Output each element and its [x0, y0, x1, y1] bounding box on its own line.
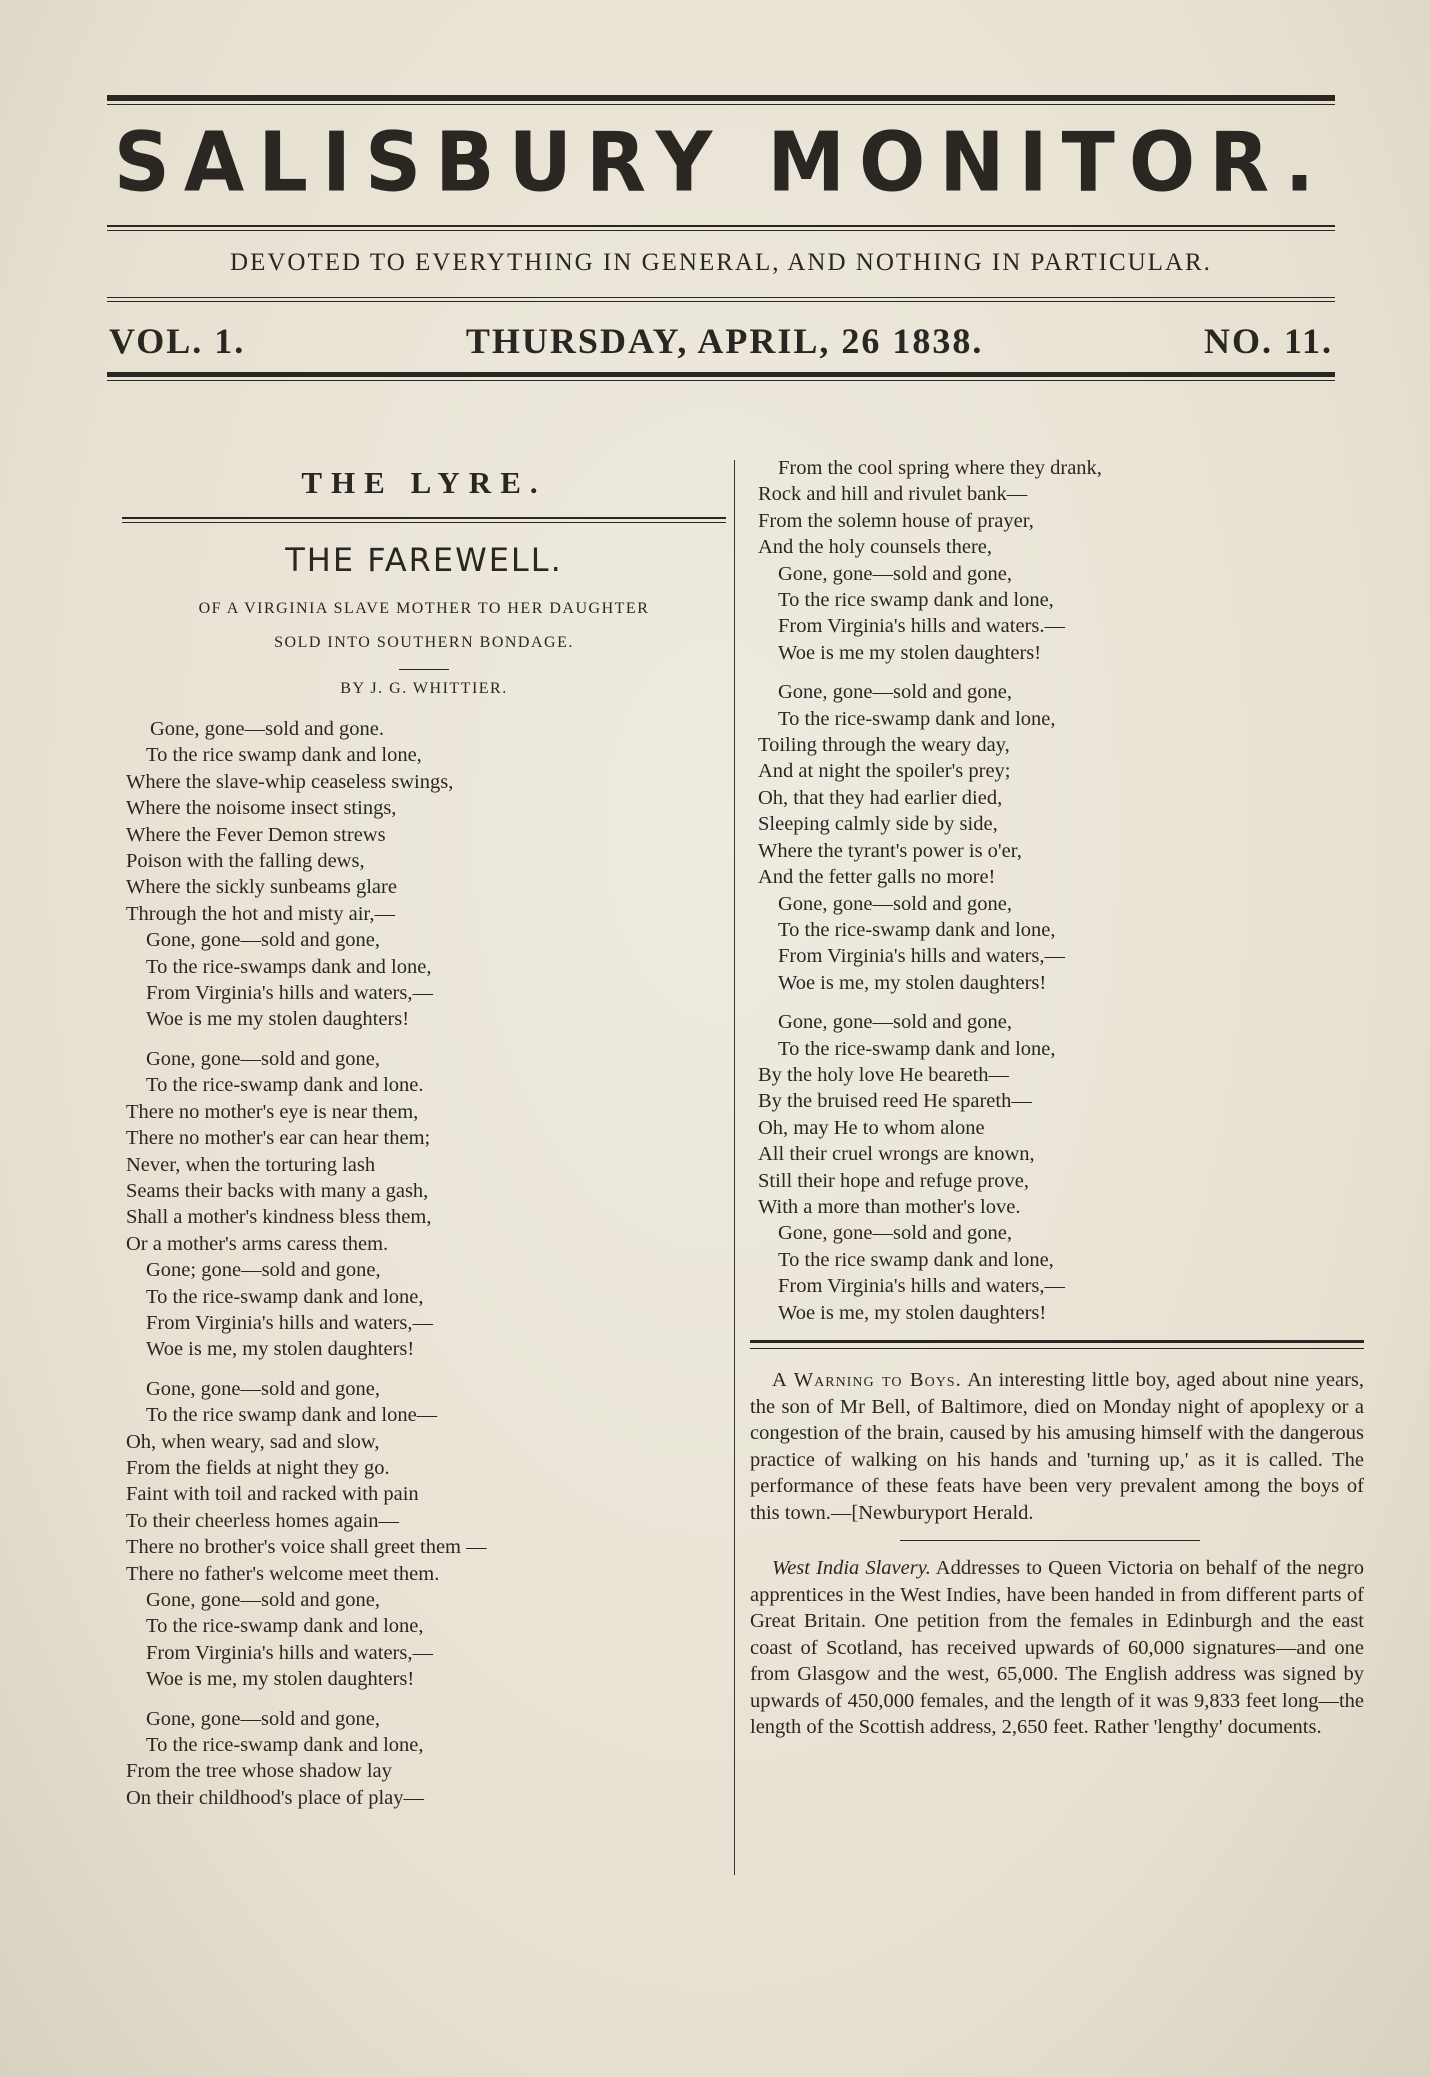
section-heading: THE LYRE.: [301, 465, 547, 500]
poem-line: Gone, gone—sold and gone,: [778, 1011, 1012, 1034]
poem-line: There no brother's voice shall greet them —: [126, 1536, 487, 1559]
poem-line: Shall a mother's kindness bless them,: [126, 1206, 432, 1229]
newspaper-motto: DEVOTED TO EVERYTHING IN GENERAL, AND NOTHING IN PARTICULAR.: [230, 249, 1212, 276]
poem-stanza: [750, 455, 1364, 666]
poem-stanza: [118, 1046, 730, 1363]
top-rule-thin: [107, 104, 1335, 105]
dateline-rule: [107, 372, 1335, 377]
poem-line: From Virginia's hills and waters,—: [146, 1311, 433, 1334]
poem-line: Or a mother's arms caress them.: [126, 1232, 389, 1255]
poem-line: Woe is me my stolen daughters!: [778, 641, 1042, 664]
poem-stanza: [118, 1376, 730, 1693]
poem-line: From Virginia's hills and waters,—: [146, 982, 433, 1005]
poem-line: Never, when the torturing lash: [126, 1153, 376, 1176]
poem-line: Gone, gone—sold and gone,: [778, 562, 1012, 585]
poem-line: Gone, gone—sold and gone,: [146, 1377, 380, 1400]
poem-line: To the rice swamp dank and lone,: [146, 744, 422, 767]
poem-line: There no mother's ear can hear them;: [126, 1127, 431, 1150]
poem-line: Gone, gone—sold and gone,: [146, 929, 380, 952]
column-divider: [734, 460, 735, 1875]
poem-line: Seams their backs with many a gash,: [126, 1179, 429, 1202]
poem-line: Where the slave-whip ceaseless swings,: [126, 770, 454, 793]
poem-line: Rock and hill and rivulet bank—: [758, 483, 1028, 506]
poem-line: To the rice-swamp dank and lone.: [146, 1074, 424, 1097]
byline-rule: [399, 669, 449, 670]
poem-stanzas-left: [118, 716, 730, 1811]
poem-line: Gone, gone—sold and gone,: [778, 681, 1012, 704]
poem-title: THE FAREWELL.: [285, 541, 563, 579]
poem-line: Where the sickly sunbeams glare: [126, 876, 397, 899]
poem-line: Toiling through the weary day,: [758, 734, 1010, 757]
poem-line: Woe is me, my stolen daughters!: [146, 1668, 415, 1691]
poem-line: Gone; gone—sold and gone,: [146, 1259, 381, 1282]
poem-line: Faint with toil and racked with pain: [126, 1483, 419, 1506]
dateline-rule-thin: [107, 380, 1335, 381]
newspaper-title: SALISBURY MONITOR.: [113, 115, 1329, 211]
poem-line: Still their hope and refuge prove,: [758, 1169, 1029, 1192]
poem-line: Gone, gone—sold and gone,: [146, 1047, 380, 1070]
issue-number: NO. 11.: [1203, 321, 1333, 361]
poem-line: To the rice-swamp dank and lone,: [778, 707, 1056, 730]
warning-body: An interesting little boy, aged about nine years, the son of Mr Bell, of Baltimore, died on Monday night of apoplexy or a congestion of the brain, caused by his amusing himself with the dangerous practice of walking on his hands and 'turning up,' as it is called. The performance of these feats have been very prevalent among the boys of this town.—[Newburyport Herald.: [750, 1369, 1365, 1524]
poem-line: Through the hot and misty air,—: [126, 902, 396, 925]
poem-line: To the rice-swamp dank and lone,: [146, 1615, 424, 1638]
poem-line: Where the Fever Demon strews: [126, 823, 386, 846]
poem-line: From Virginia's hills and waters,—: [146, 1641, 433, 1664]
poem-line: With a more than mother's love.: [758, 1195, 1021, 1218]
poem-line: Woe is me my stolen daughters!: [146, 1008, 410, 1031]
poem-stanza: [118, 716, 730, 1033]
issue-date: THURSDAY, APRIL, 26 1838.: [465, 321, 984, 361]
poem-line: To the rice-swamp dank and lone,: [778, 918, 1056, 941]
poem-line: To their cheerless homes again—: [126, 1509, 399, 1532]
poem-line: And at night the spoiler's prey;: [758, 760, 1011, 783]
poem-line: Oh, that they had earlier died,: [758, 786, 1003, 809]
warning-heading: A Warning to Boys.: [772, 1369, 962, 1391]
left-column: [118, 455, 730, 1824]
poem-line: From the solemn house of prayer,: [758, 509, 1034, 532]
poem-byline: BY J. G. WHITTIER.: [340, 680, 508, 697]
article-rule: [750, 1340, 1364, 1349]
article-separator: [900, 1540, 1200, 1541]
poem-line: Where the noisome insect stings,: [126, 797, 397, 820]
poem-line: To the rice swamp dank and lone,: [778, 589, 1054, 612]
poem-line: From Virginia's hills and waters,—: [778, 945, 1065, 968]
dateline: [107, 302, 1335, 372]
poem-line: Woe is me, my stolen daughters!: [146, 1338, 415, 1361]
poem-line: By the holy love He beareth—: [758, 1063, 1010, 1086]
poem-subtitle-1: OF A VIRGINIA SLAVE MOTHER TO HER DAUGHTER: [198, 600, 650, 617]
right-column: [750, 455, 1364, 1755]
poem-line: Gone, gone—sold and gone.: [150, 718, 384, 740]
poem-line: There no father's welcome meet them.: [126, 1562, 440, 1585]
poem-stanza: [118, 1706, 730, 1812]
warning-article: [750, 1367, 1364, 1526]
poem-line: To the rice-swamp dank and lone,: [146, 1285, 424, 1308]
poem-line: Oh, when weary, sad and slow,: [126, 1430, 380, 1453]
slavery-heading: West India Slavery.: [772, 1557, 931, 1579]
poem-line: And the holy counsels there,: [758, 536, 992, 559]
slavery-article: [750, 1555, 1364, 1741]
poem-line: And the fetter galls no more!: [758, 866, 996, 889]
poem-line: From the fields at night they go.: [126, 1456, 390, 1479]
poem-line: To the rice swamp dank and lone,: [778, 1248, 1054, 1271]
masthead: [107, 95, 1335, 381]
poem-line: Woe is me, my stolen daughters!: [778, 971, 1047, 994]
poem-line: From Virginia's hills and waters.—: [778, 615, 1065, 638]
title-rule: [107, 225, 1335, 231]
poem-line: To the rice-swamp dank and lone,: [778, 1037, 1056, 1060]
poem-line: Gone, gone—sold and gone,: [778, 892, 1012, 915]
poem-line: To the rice swamp dank and lone—: [146, 1404, 438, 1427]
top-rule: [107, 95, 1335, 101]
poem-line: All their cruel wrongs are known,: [758, 1143, 1035, 1166]
poem-line: From the cool spring where they drank,: [778, 457, 1102, 479]
poem-line: Where the tyrant's power is o'er,: [758, 839, 1022, 862]
poem-stanza: [750, 679, 1364, 996]
section-rule: [122, 517, 726, 523]
poem-line: From the tree whose shadow lay: [126, 1760, 392, 1783]
poem-line: Oh, may He to whom alone: [758, 1116, 985, 1139]
poem-line: Poison with the falling dews,: [126, 850, 365, 873]
poem-line: To the rice-swamp dank and lone,: [146, 1734, 424, 1757]
poem-line: To the rice-swamps dank and lone,: [146, 955, 432, 978]
poem-line: By the bruised reed He spareth—: [758, 1090, 1032, 1113]
poem-line: Gone, gone—sold and gone,: [146, 1589, 380, 1611]
poem-line: Woe is me, my stolen daughters!: [778, 1301, 1047, 1324]
poem-line: Gone, gone—sold and gone,: [778, 1222, 1012, 1245]
poem-line: On their childhood's place of play—: [126, 1786, 425, 1809]
slavery-body: Addresses to Queen Victoria on behalf of the negro apprentices in the West Indies, have been handed in from different parts of Great Britain. One petition from the females in Edinburgh and the east coast of Scotland, has received upwards of 60,000 signatures—and one from Glasgow and the west, 65,000. The English address was signed by upwards of 450,000 females, and the length of it was 9,833 feet long—the length of the Scottish address, 2,650 feet. Rather 'lengthy' documents.: [750, 1557, 1365, 1738]
poem-line: Sleeping calmly side by side,: [758, 813, 998, 836]
poem-stanza: [750, 1009, 1364, 1326]
poem-stanzas-right: [750, 455, 1364, 1326]
poem-line: There no mother's eye is near them,: [126, 1100, 419, 1123]
poem-line: From Virginia's hills and waters,—: [778, 1275, 1065, 1298]
poem-subtitle-2: SOLD INTO SOUTHERN BONDAGE.: [274, 634, 574, 651]
poem-line: Gone, gone—sold and gone,: [146, 1707, 380, 1730]
volume-number: VOL. 1.: [109, 321, 246, 361]
